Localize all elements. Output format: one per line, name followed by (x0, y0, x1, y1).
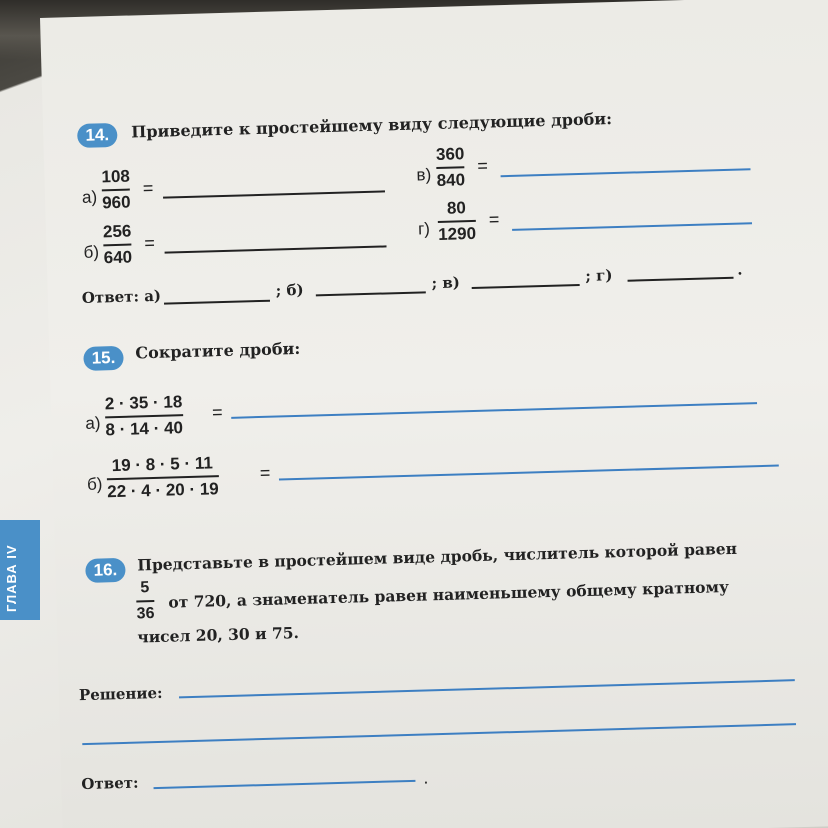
ex15-a-numerator: 2 · 35 · 18 (104, 392, 183, 414)
exercise-16-line-1: Представьте в простейшем виде дробь, числитель которой равен (137, 538, 738, 575)
ex14-answer-v-label: ; в) (431, 273, 461, 293)
ex14-v-answer-line (501, 168, 751, 177)
ex14-answer-a-line (164, 300, 270, 305)
equals-sign: = (477, 155, 489, 176)
ex15-a-fraction (105, 392, 184, 440)
exercise-14-number: 14. (77, 123, 118, 148)
exercise-15-number: 15. (83, 346, 124, 371)
ex14-g-fraction (437, 198, 476, 245)
ex14-answer-end: . (737, 260, 743, 279)
equals-sign: = (211, 402, 223, 423)
equals-sign: = (142, 177, 154, 199)
chapter-side-label: ГЛАВА IV (4, 544, 19, 612)
fraction-bar (436, 166, 464, 168)
ex15-b-numerator: 19 · 8 · 5 · 11 (111, 453, 214, 476)
ex16-denominator: 36 (136, 604, 155, 623)
ex14-answer-g-line (628, 277, 734, 282)
exercise-16-number: 16. (85, 558, 126, 583)
exercise-15-title: Сократите дроби: (135, 338, 301, 363)
equals-sign: = (144, 232, 156, 254)
ex14-a-label: а) (81, 187, 98, 207)
fraction-bar (136, 600, 154, 602)
equals-sign: = (259, 462, 271, 484)
ex14-b-label: б) (83, 242, 100, 262)
ex16-fraction (136, 578, 155, 624)
ex14-g-label: г) (417, 219, 431, 239)
ex15-b-label: б) (86, 474, 103, 494)
ex15-a-answer-line (231, 402, 757, 419)
fraction-bar (103, 244, 131, 246)
ex14-v-numerator: 360 (435, 144, 465, 164)
ex14-a-numerator: 108 (101, 166, 131, 187)
ex14-b-fraction (103, 222, 133, 268)
ex16-solution-line-2 (82, 723, 796, 745)
ex14-answer-b-label: ; б) (275, 280, 304, 300)
ex14-answer-g-label: ; г) (585, 266, 613, 285)
ex14-v-denominator: 840 (436, 169, 466, 190)
ex15-b-denominator: 22 · 4 · 20 · 19 (106, 478, 219, 501)
ex15-b-fraction (106, 453, 219, 502)
ex14-a-fraction (101, 167, 131, 213)
ex16-solution-label: Решение: (78, 683, 163, 705)
ex14-b-numerator: 256 (102, 221, 132, 242)
fraction-bar (438, 220, 476, 223)
ex14-g-numerator: 80 (446, 198, 467, 218)
ex14-answer-label: Ответ: а) (81, 286, 162, 307)
workbook-page (40, 0, 828, 828)
ex16-answer-end: . (423, 767, 429, 788)
ex14-v-label: в) (416, 165, 432, 185)
ex14-a-denominator: 960 (101, 192, 131, 212)
exercise-14-title: Приведите к простейшему виду следующие дроби: (130, 109, 613, 142)
ex15-a-label: а) (85, 413, 101, 433)
exercise-16-line-3: чисел 20, 30 и 75. (137, 623, 300, 647)
ex16-numerator: 5 (140, 579, 150, 597)
ex16-answer-line (154, 780, 416, 789)
ex14-v-fraction (436, 144, 466, 190)
ex14-a-answer-line (163, 190, 385, 198)
ex14-answer-v-line (472, 284, 580, 289)
ex14-answer-b-line (316, 291, 426, 296)
ex16-answer-label: Ответ: (81, 773, 139, 794)
ex14-g-denominator: 1290 (437, 223, 477, 244)
equals-sign: = (488, 209, 500, 230)
fraction-bar (102, 189, 130, 191)
exercise-16-line-2: от 720, а знаменатель равен наименьшему общему кратному (168, 576, 730, 612)
ex14-g-answer-line (512, 222, 752, 231)
ex14-b-denominator: 640 (103, 247, 133, 267)
ex15-a-denominator: 8 · 14 · 40 (105, 417, 184, 439)
ex16-solution-line-1 (179, 679, 795, 698)
ex15-b-answer-line (279, 465, 779, 481)
ex14-b-answer-line (165, 245, 387, 253)
